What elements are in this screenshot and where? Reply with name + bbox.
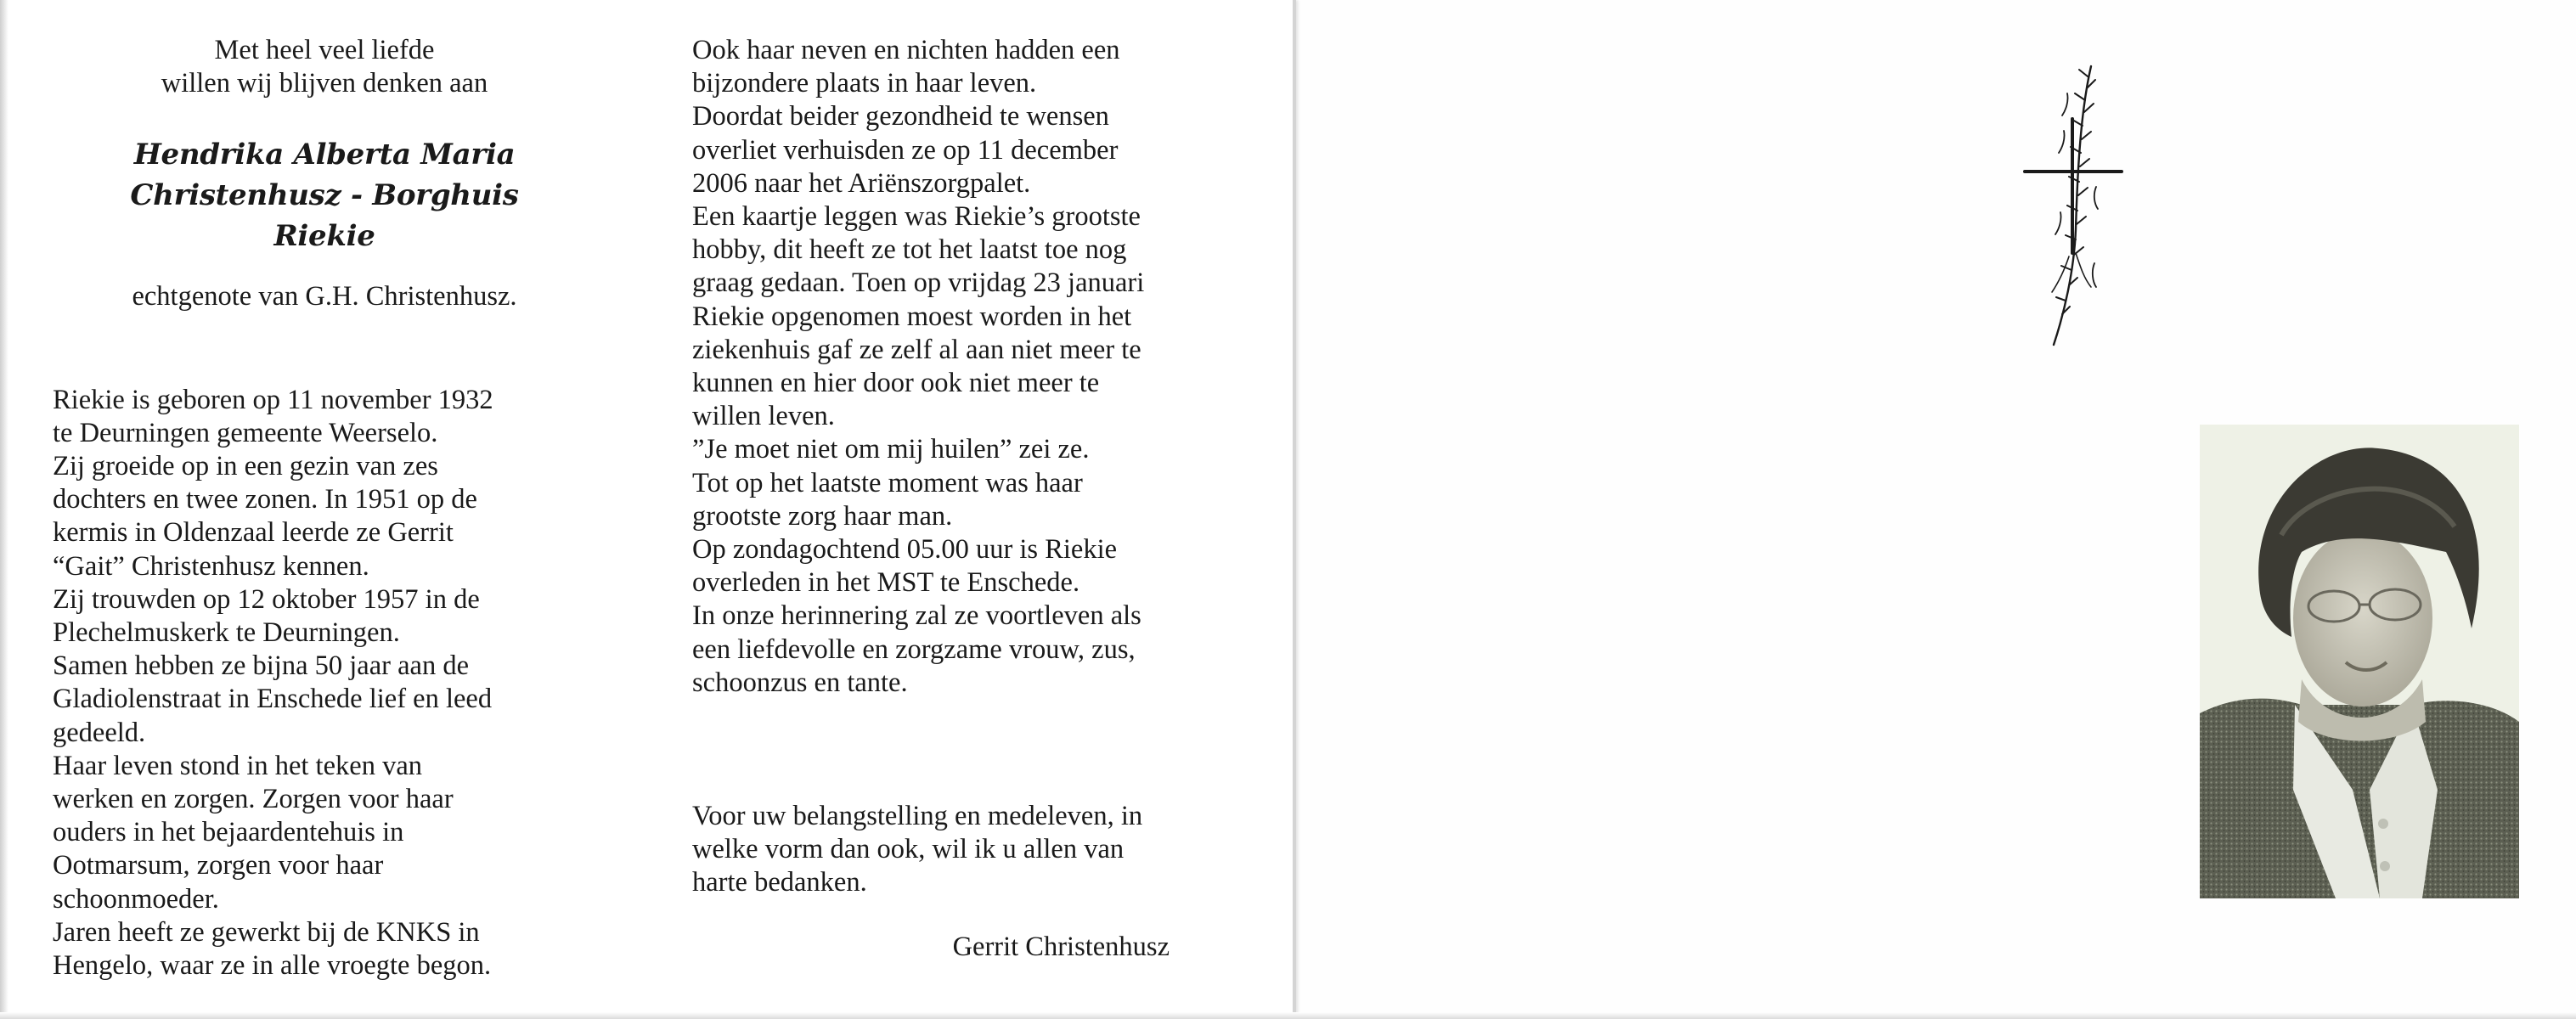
card-fold xyxy=(1293,0,1296,1015)
biography-part-1 xyxy=(53,384,596,983)
biography-line: Riekie is geboren op 11 november 1932 xyxy=(53,384,493,415)
biography-line: gedeeld. xyxy=(53,717,146,748)
biography-line: 2006 naar het Ariënszorgpalet. xyxy=(692,167,1031,199)
biography-line: Haar leven stond in het teken van xyxy=(53,750,422,781)
biography-line: een liefdevolle en zorgzame vrouw, zus, xyxy=(692,633,1136,665)
portrait-figure xyxy=(2200,425,2519,898)
spouse-line: echtgenote van G.H. Christenhusz. xyxy=(132,281,517,312)
biography-line: Zij trouwden op 12 oktober 1957 in de xyxy=(53,583,480,615)
biography-line: Tot op het laatste moment was haar xyxy=(692,467,1083,498)
biography-line: werken en zorgen. Zorgen voor haar xyxy=(53,784,454,815)
biography-line: Ootmarsum, zorgen voor haar xyxy=(53,850,384,881)
deceased-nickname: Riekie xyxy=(273,219,375,254)
biography-line: kunnen en hier door ook niet meer te xyxy=(692,368,1100,399)
portrait-photo xyxy=(2200,425,2519,898)
biography-line: overleden in het MST te Enschede. xyxy=(692,567,1080,599)
thanks-line: Voor uw belangstelling en medeleven, in xyxy=(692,801,1143,832)
biography-line: In onze herinnering zal ze voortleven als xyxy=(692,600,1141,632)
biography-line: dochters en twee zonen. In 1951 op de xyxy=(53,484,477,515)
biography-line: ”Je moet niet om mij huilen” zei ze. xyxy=(692,434,1090,465)
right-text-column xyxy=(692,34,1253,964)
biography-line: Doordat beider gezondheid te wensen xyxy=(692,101,1109,132)
biography-line: schoonzus en tante. xyxy=(692,667,908,698)
thanks-line: welke vorm dan ook, wil ik u allen van xyxy=(692,834,1125,865)
biography-line: Jaren heeft ze gewerkt bij de KNKS in xyxy=(53,916,480,948)
intro-block xyxy=(53,34,596,100)
card-left-edge xyxy=(0,0,8,1019)
biography-line: Een kaartje leggen was Riekie’s grootste xyxy=(692,201,1141,233)
deceased-name-block xyxy=(53,134,596,256)
intro-line: willen wij blijven denken aan xyxy=(161,68,488,99)
biography-line: ouders in het bejaardentehuis in xyxy=(53,817,404,848)
biography-line: grootste zorg haar man. xyxy=(692,500,953,532)
intro-line: Met heel veel liefde xyxy=(214,35,435,65)
deceased-surname: Christenhusz - Borghuis xyxy=(130,178,519,213)
biography-line: Gladiolenstraat in Enschede lief en leed xyxy=(53,684,493,715)
biography-line: schoonmoeder. xyxy=(53,883,219,915)
deceased-name: Hendrika Alberta Maria xyxy=(133,138,516,172)
signature: Gerrit Christenhusz xyxy=(952,931,1170,962)
biography-line: willen leven. xyxy=(692,401,835,432)
biography-line: overliet verhuisden ze op 11 december xyxy=(692,134,1119,166)
biography-part-2 xyxy=(692,34,1253,700)
biography-line: Hengelo, waar ze in alle vroegte begon. xyxy=(53,950,492,982)
biography-line: ziekenhuis gaf ze zelf al aan niet meer te xyxy=(692,334,1141,365)
biography-line: Samen hebben ze bijna 50 jaar aan de xyxy=(53,650,469,682)
biography-line: Zij groeide op in een gezin van zes xyxy=(53,451,438,482)
biography-line: Plechelmuskerk te Deurningen. xyxy=(53,617,400,649)
thanks-block xyxy=(692,800,1253,900)
biography-line: Ook haar neven en nichten hadden een xyxy=(692,35,1120,65)
cross-with-wheat-icon xyxy=(2013,59,2132,348)
biography-line: hobby, dit heeft ze tot het laatst toe nog xyxy=(692,234,1127,266)
biography-line: graag gedaan. Toen op vrijdag 23 januari xyxy=(692,267,1145,299)
biography-line: Op zondagochtend 05.00 uur is Riekie xyxy=(692,534,1118,566)
biography-line: “Gait” Christenhusz kennen. xyxy=(53,550,369,582)
card-bottom-edge xyxy=(0,1012,2576,1019)
biography-line: Riekie opgenomen moest worden in het xyxy=(692,301,1132,332)
biography-line: kermis in Oldenzaal leerde ze Gerrit xyxy=(53,517,454,549)
biography-line: te Deurningen gemeente Weerselo. xyxy=(53,417,438,448)
left-text-column xyxy=(53,34,596,982)
thanks-line: harte bedanken. xyxy=(692,867,867,898)
biography-line: bijzondere plaats in haar leven. xyxy=(692,68,1037,99)
